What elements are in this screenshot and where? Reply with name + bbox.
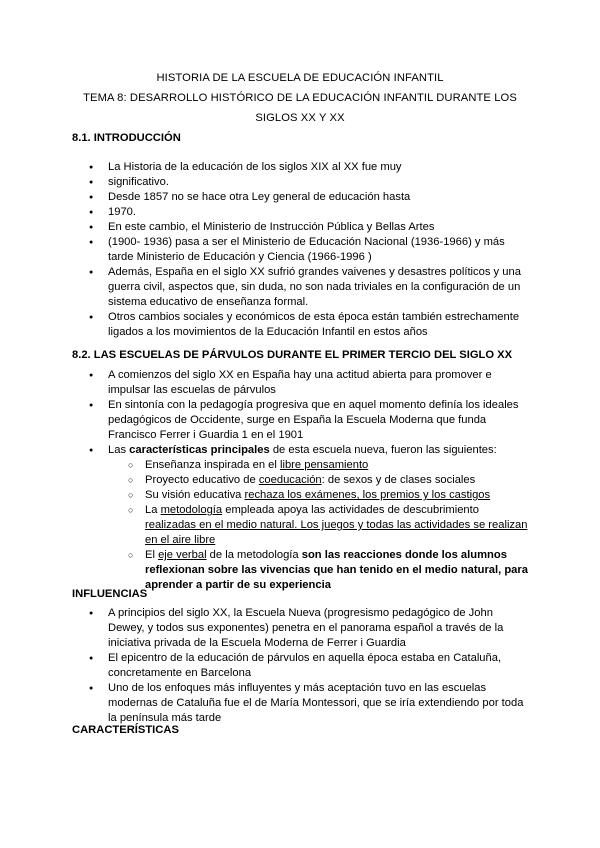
list-item: ● A principios del siglo XX, la Escuela Nueva (progresismo pedagógico de John Dewey, y todos sus exponentes) penetra en el panorama español a través de la iniciativa privada de la Escuela Moderna de Ferrer i Guardia (108, 606, 503, 651)
document-title: HISTORIA DE LA ESCUELA DE EDUCACIÓN INFANTIL (156, 72, 444, 84)
list-item: ● Uno de los enfoques más influyentes y más aceptación tuvo en las escuelas modernas de Cataluña fue el de María Montessori, que se iría extendiendo por toda la península más tarde (108, 681, 523, 726)
sub-list-item: ○ Enseñanza inspirada en el libre pensamiento (145, 458, 368, 473)
section-heading-caracteristicas: CARACTERÍSTICAS (72, 724, 179, 736)
list-item: ● 1970. (108, 205, 136, 220)
sub-list-item: ○ Proyecto educativo de coeducación: de sexos y de clases sociales (145, 473, 475, 488)
section-heading-introduccion: 8.1. INTRODUCCIÓN (72, 132, 181, 144)
list-item: ● En este cambio, el Ministerio de Instrucción Pública y Bellas Artes (108, 220, 434, 235)
list-item: ● significativo. (108, 175, 169, 190)
list-item: ● A comienzos del siglo XX en España hay una actitud abierta para promover e impulsar las escuelas de párvulos (108, 368, 492, 398)
section-heading-escuelas-parvulos: 8.2. LAS ESCUELAS DE PÁRVULOS DURANTE EL PRIMER TERCIO DEL SIGLO XX (72, 349, 513, 361)
list-item: ● Desde 1857 no se hace otra Ley general de educación hasta (108, 190, 410, 205)
list-item: ● En sintonía con la pedagogía progresiva que en aquel momento definía los ideales pedagógicos de Occidente, surge en España la Escuela Moderna que funda Francisco Ferrer i Guardia 1 en el 1901 (108, 398, 519, 443)
sub-list-item: ○ El eje verbal de la metodología son las reacciones donde los alumnos reflexionan sobre las vivencias que han tenido en el medio natural, para aprender a partir de su experiencia (145, 548, 528, 593)
list-item: ● Además, España en el siglo XX sufrió grandes vaivenes y desastres políticos y una guerra civil, aspectos que, sin duda, no son nada triviales en la configuración de un sistema educativo de enseñanza formal. (108, 265, 521, 310)
list-item: ● Otros cambios sociales y económicos de esta época están también estrechamente ligados a los movimientos de la Educación Infantil en estos años (108, 310, 519, 340)
sub-list-item: ○ La metodología empleada apoya las actividades de descubrimiento realizadas en el medio natural. Los juegos y todas las actividades se realizan en el aire libre (145, 503, 527, 548)
list-item: ● La Historia de la educación de los siglos XIX al XX fue muy (108, 160, 402, 175)
topic-title: TEMA 8: DESARROLLO HISTÓRICO DE LA EDUCACIÓN INFANTIL DURANTE LOS (83, 92, 517, 104)
section-heading-influencias: INFLUENCIAS (72, 588, 148, 600)
sub-list-item: ○ Su visión educativa rechaza los exámenes, los premios y los castigos (145, 488, 490, 503)
list-item: ● (1900- 1936) pasa a ser el Ministerio de Educación Nacional (1936-1966) y más tarde Ministerio de Educación y Ciencia (1966-1996 ) (108, 235, 505, 265)
list-item: ● Las características principales de esta escuela nueva, fueron las siguientes: (108, 443, 497, 458)
topic-title-continued: SIGLOS XX Y XX (255, 112, 345, 124)
list-item: ● El epicentro de la educación de párvulos en aquella época estaba en Cataluña, concretamente en Barcelona (108, 651, 501, 681)
